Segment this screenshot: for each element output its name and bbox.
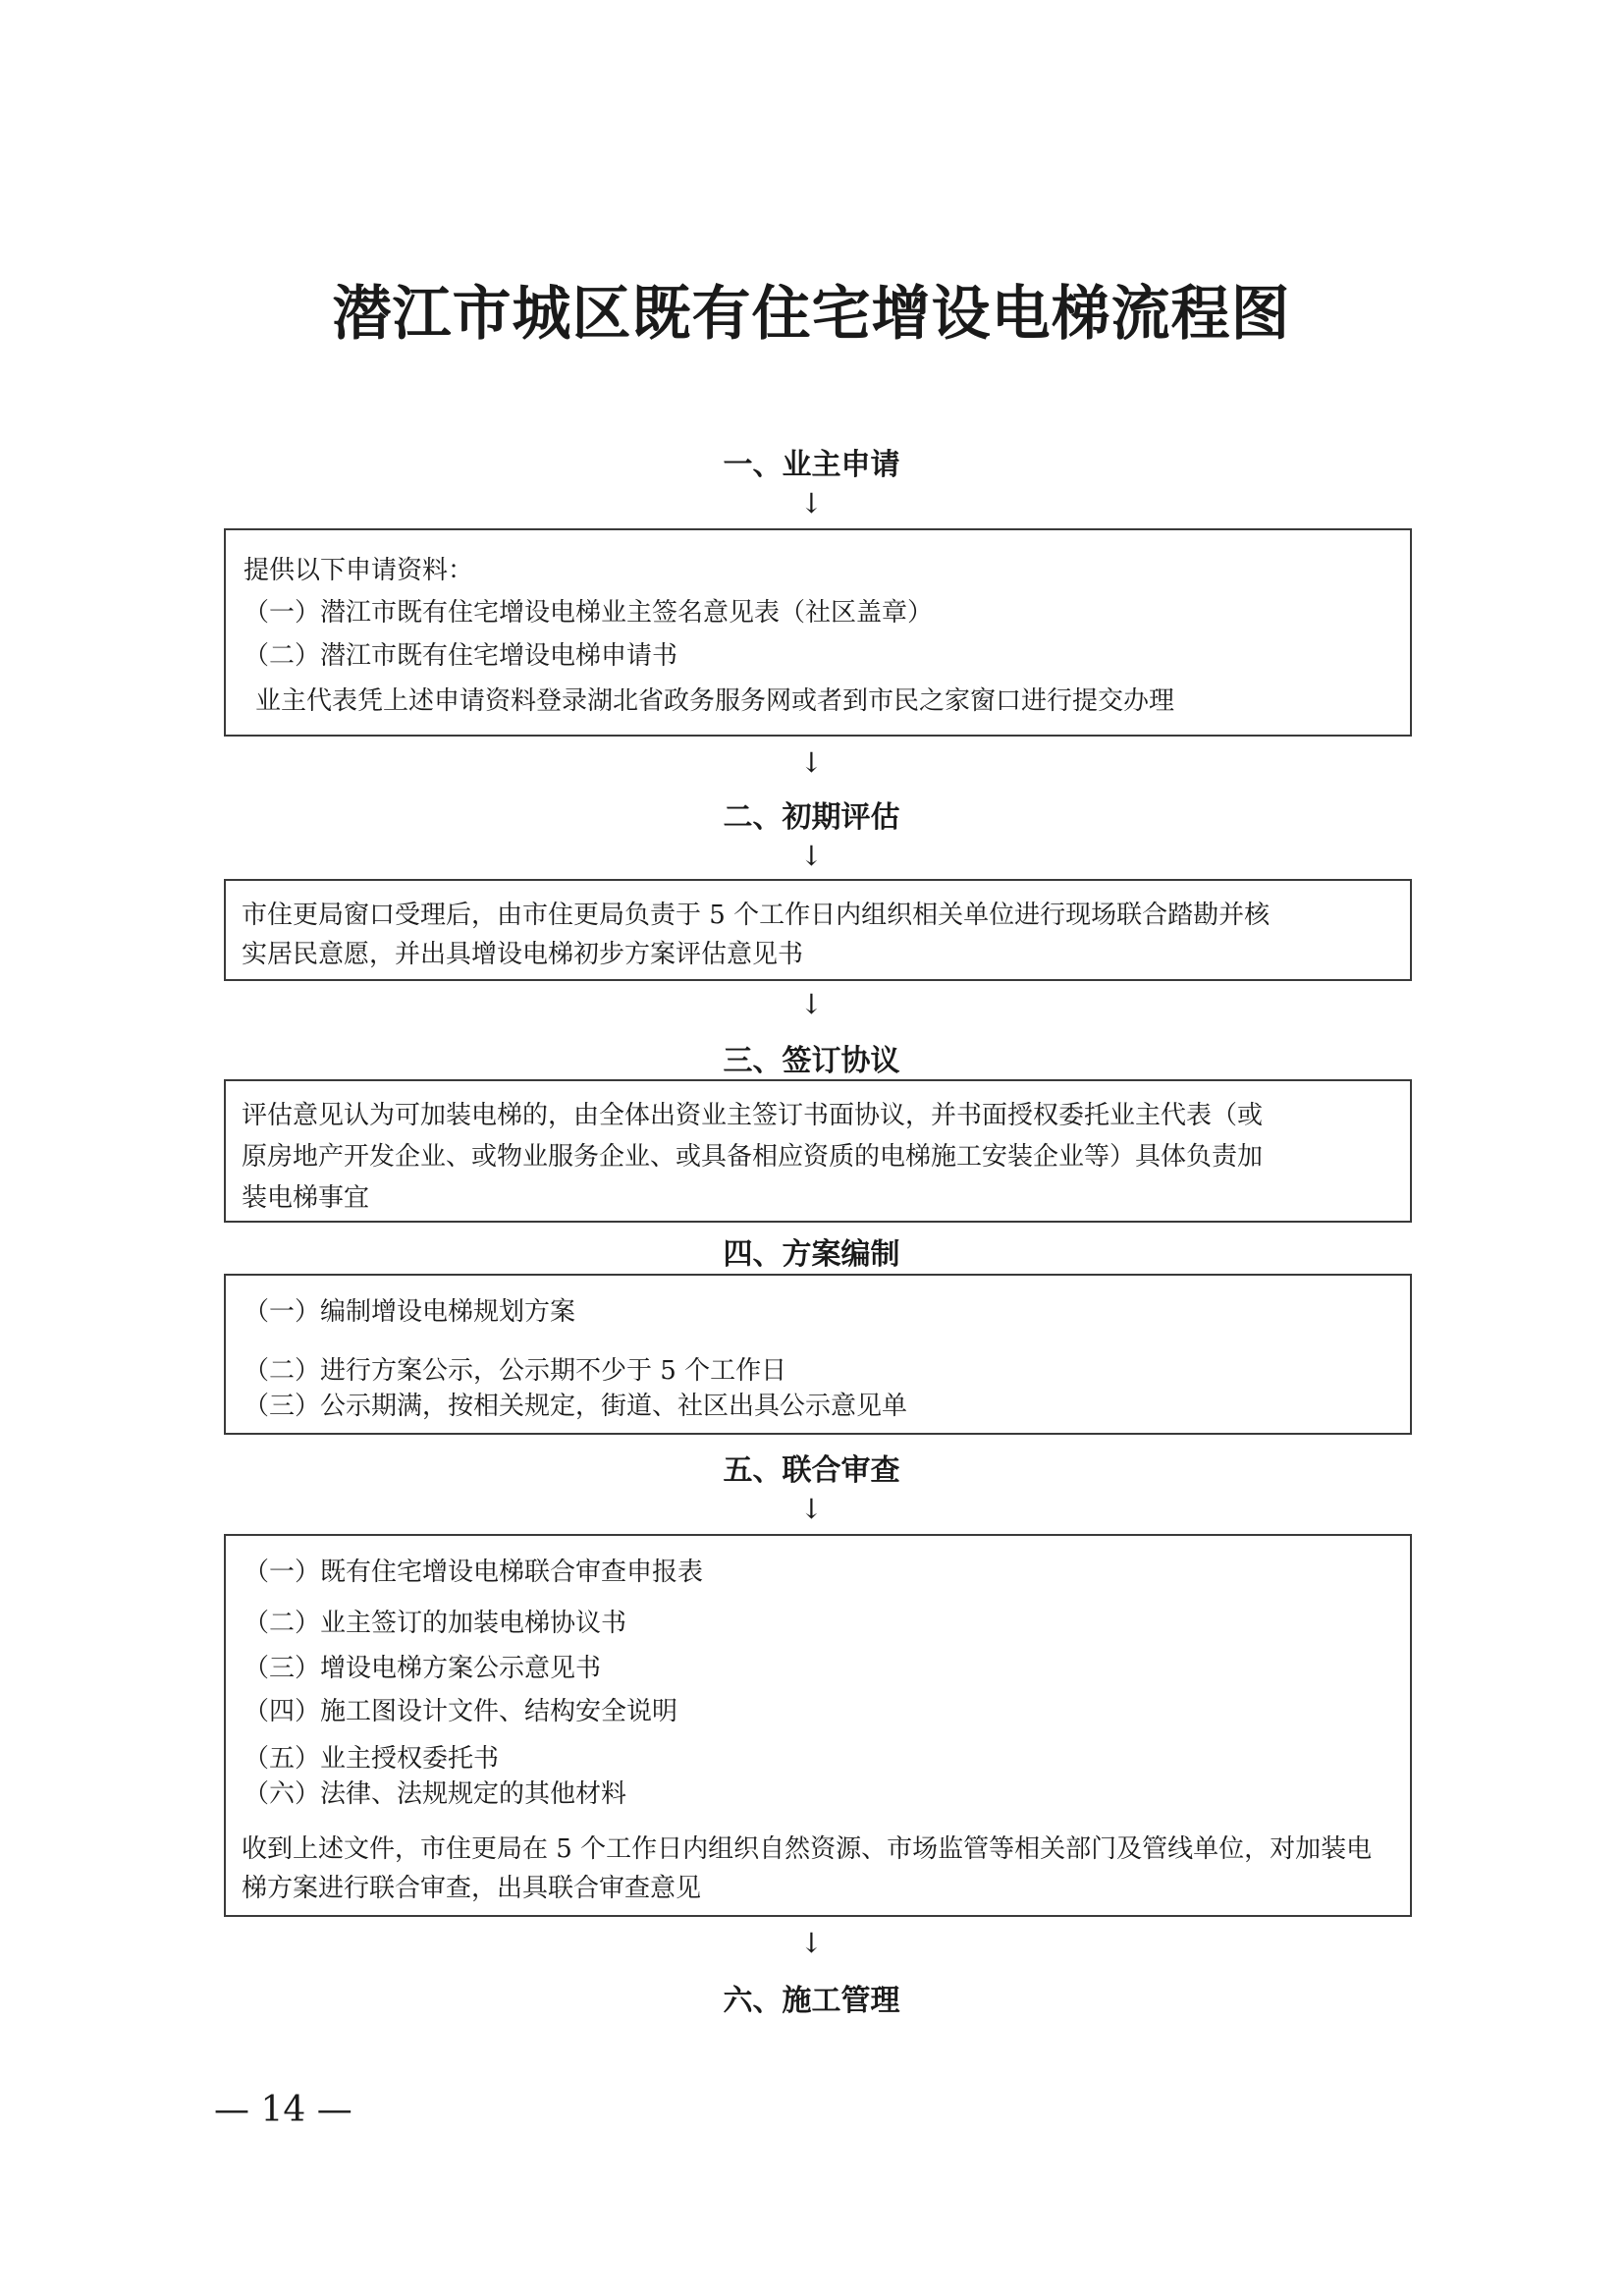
box-line: 市住更局窗口受理后，由市住更局负责于 5 个工作日内组织相关单位进行现场联合踏勘并核 — [242, 901, 1271, 930]
box-line: （六）法律、法规规定的其他材料 — [243, 1779, 627, 1809]
box-line: （二）潜江市既有住宅增设电梯申请书 — [243, 641, 678, 671]
flow-arrow: ↓ — [799, 746, 824, 779]
box-line: 业主代表凭上述申请资料登录湖北省政务服务网或者到市民之家窗口进行提交办理 — [255, 686, 1175, 716]
step-2-box — [224, 879, 1412, 981]
step-3-box — [224, 1079, 1412, 1223]
box-line: （二）进行方案公示，公示期不少于 5 个工作日 — [243, 1356, 787, 1386]
step-5-box — [224, 1534, 1412, 1917]
box-line: （四）施工图设计文件、结构安全说明 — [243, 1697, 678, 1726]
box-line: 收到上述文件，市住更局在 5 个工作日内组织自然资源、市场监管等相关部门及管线单位，对加装电 — [242, 1834, 1373, 1864]
box-line: 原房地产开发企业、或物业服务企业、或具备相应资质的电梯施工安装企业等）具体负责加 — [242, 1142, 1264, 1172]
step-5-heading: 五、联合审查 — [723, 1453, 900, 1488]
box-line: 评估意见认为可加装电梯的，由全体出资业主签订书面协议，并书面授权委托业主代表（或 — [242, 1101, 1264, 1130]
flow-arrow: ↓ — [799, 487, 824, 519]
page-title: 潜江市城区既有住宅增设电梯流程图 — [332, 280, 1291, 349]
flow-arrow: ↓ — [799, 1927, 824, 1959]
step-4-heading: 四、方案编制 — [723, 1237, 900, 1272]
flow-arrow: ↓ — [799, 840, 824, 872]
box-line: （三）增设电梯方案公示意见书 — [243, 1654, 602, 1683]
step-6-heading: 六、施工管理 — [723, 1984, 900, 2018]
box-line: （一）既有住宅增设电梯联合审查申报表 — [243, 1558, 704, 1587]
box-line: （二）业主签订的加装电梯协议书 — [243, 1609, 627, 1638]
box-line: 提供以下申请资料： — [243, 556, 474, 585]
step-3-heading: 三、签订协议 — [723, 1044, 900, 1078]
page-number: — 14 — — [214, 2090, 352, 2130]
flow-arrow: ↓ — [799, 988, 824, 1020]
box-line: 梯方案进行联合审查，出具联合审查意见 — [242, 1874, 702, 1903]
box-line: 装电梯事宜 — [242, 1183, 370, 1213]
step-1-box — [224, 528, 1412, 737]
flow-arrow: ↓ — [799, 1493, 824, 1525]
box-line: （五）业主授权委托书 — [243, 1744, 500, 1774]
box-line: （一）潜江市既有住宅增设电梯业主签名意见表（社区盖章） — [243, 598, 934, 628]
step-4-box — [224, 1274, 1412, 1435]
box-line: （三）公示期满，按相关规定，街道、社区出具公示意见单 — [243, 1392, 908, 1421]
box-line: （一）编制增设电梯规划方案 — [243, 1297, 576, 1327]
step-1-heading: 一、业主申请 — [723, 448, 900, 482]
box-line: 实居民意愿，并出具增设电梯初步方案评估意见书 — [242, 940, 804, 969]
step-2-heading: 二、初期评估 — [723, 800, 900, 835]
